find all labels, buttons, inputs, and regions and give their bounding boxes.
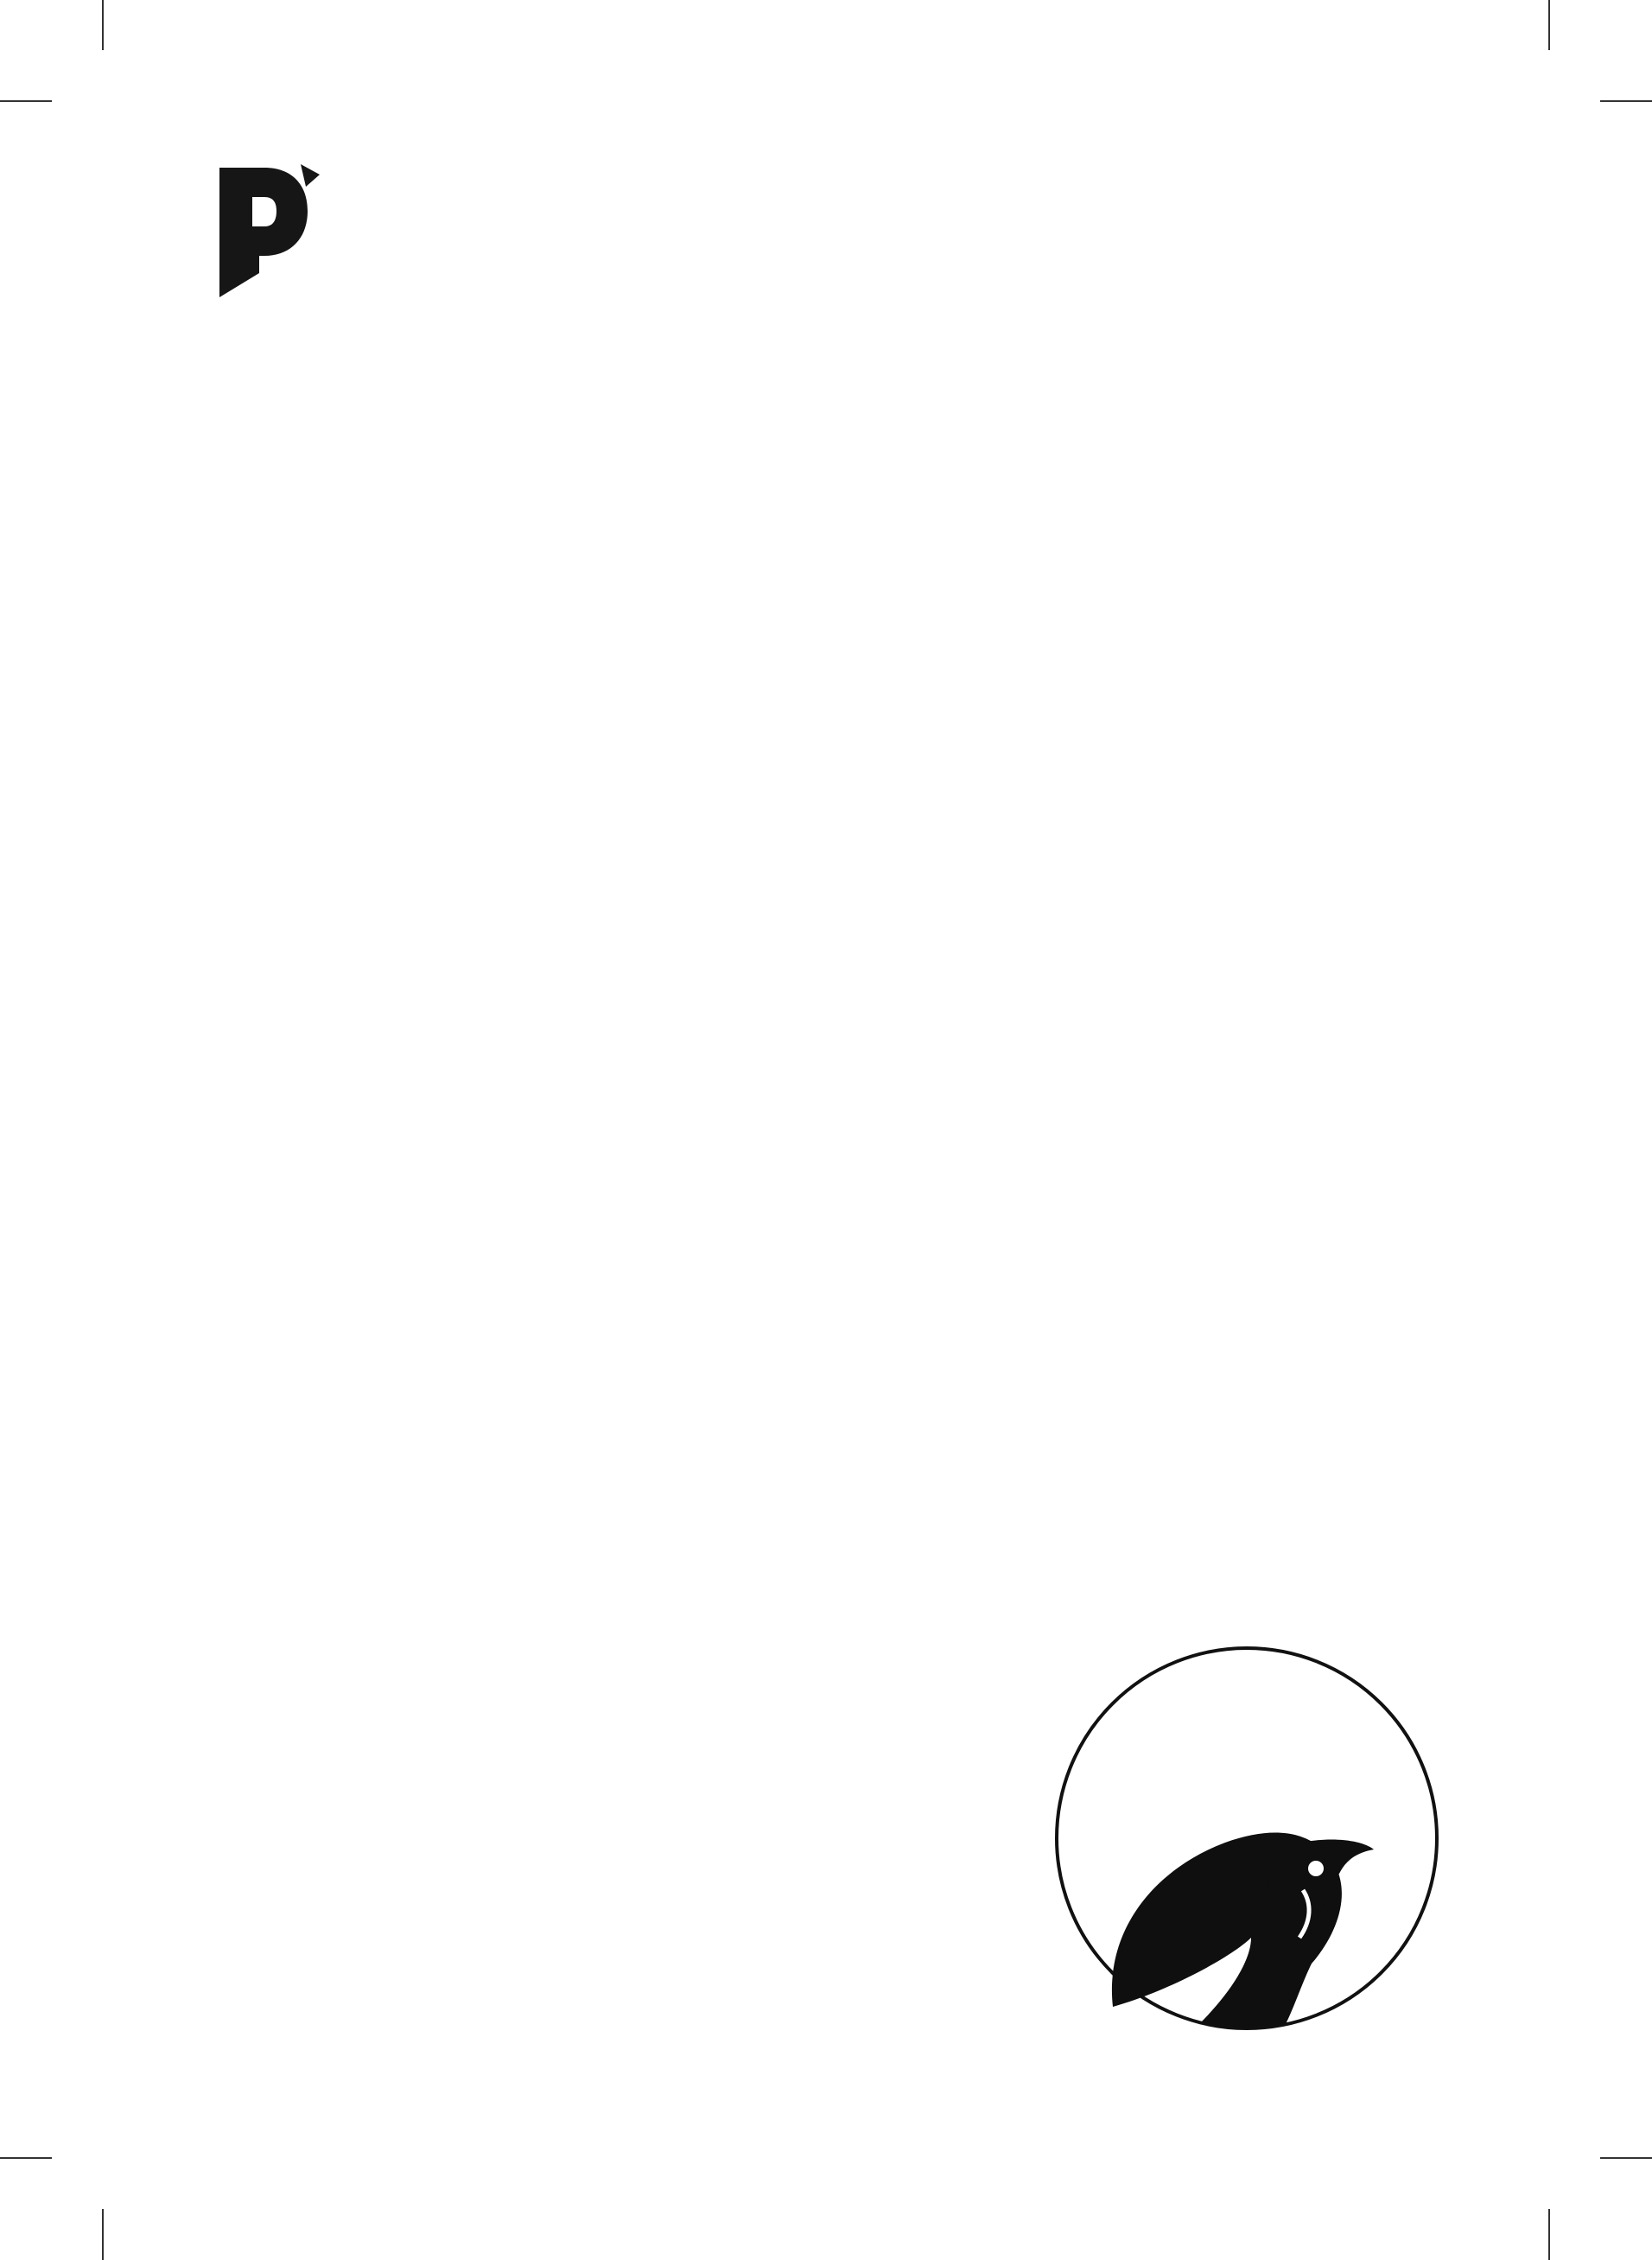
- sticker-illustration: [1052, 1644, 1441, 2033]
- crop-mark: [0, 2157, 52, 2159]
- crop-mark: [1600, 2157, 1652, 2159]
- crop-mark: [1600, 100, 1652, 102]
- brand-logo: [214, 162, 320, 297]
- crop-mark: [102, 2209, 104, 2260]
- crop-mark: [0, 100, 52, 102]
- bird-eye-icon: [1308, 1861, 1324, 1876]
- crop-mark: [1548, 2209, 1550, 2260]
- crop-mark: [102, 0, 104, 50]
- crop-mark: [1548, 0, 1550, 50]
